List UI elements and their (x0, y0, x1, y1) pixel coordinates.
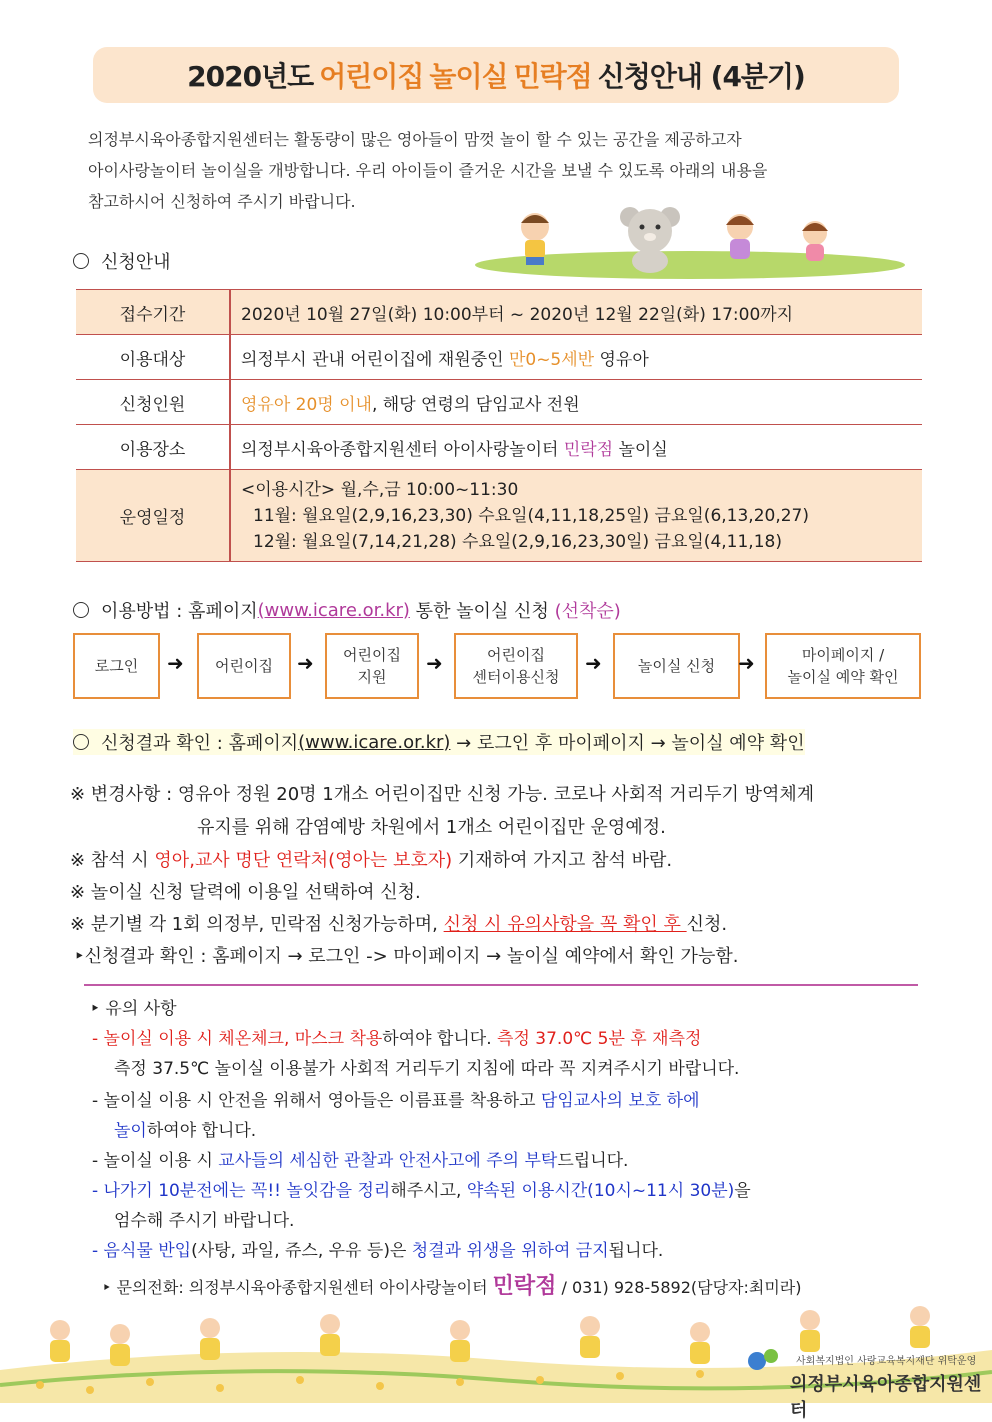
info-table (76, 289, 922, 562)
step-playroom-apply: 놀이실 신청 (613, 633, 740, 699)
notice-result: ‣신청결과 확인 : 홈페이지 → 로그인 -> 마이페이지 → 놀이실 예약에서 확인 가능함. (74, 946, 739, 967)
caution-4a: - 나가기 10분전에는 꼭!! 놀잇감을 정리해주시고, 약속된 이용시간(10시~11시 30분)을 (92, 1181, 751, 1201)
row-value-location: 의정부시육아종합지원센터 아이사랑놀이터 민락점 놀이실 (230, 425, 922, 470)
section-result-check: 신청결과 확인 : 홈페이지 (www.icare.or.kr) → 로그인 후 마이페이지 → 놀이실 예약 확인 (73, 729, 805, 755)
child-figure (580, 1316, 600, 1358)
schedule-december: 12월: 월요일(7,14,21,28) 수요일(2,9,16,23,30일) 금요일(4,11,18) (253, 531, 782, 552)
child-figure (200, 1318, 220, 1360)
title-prefix: 2020년도 (187, 60, 314, 93)
homepage-link[interactable]: (www.icare.or.kr) (257, 599, 410, 621)
caution-heading: ‣ 유의 사항 (90, 999, 177, 1019)
application-steps (73, 633, 923, 697)
caution-1a: - 놀이실 이용 시 체온체크, 마스크 착용하여야 합니다. 측정 37.0℃ 5분 후 재측정 (92, 1029, 702, 1049)
circle-bullet-icon (73, 602, 89, 618)
step-mypage-confirm: 마이페이지 / 놀이실 예약 확인 (765, 633, 921, 699)
row-label-schedule: 운영일정 (76, 470, 230, 562)
table-row (76, 425, 922, 470)
caution-2b: 놀이하여야 합니다. (114, 1121, 257, 1141)
child-figure (910, 1306, 930, 1348)
row-label-period: 접수기간 (76, 290, 230, 335)
title-highlight-3: 민락점 (513, 60, 592, 93)
intro-line-2: 아이사랑놀이터 놀이실을 개방합니다. 우리 아이들이 즐거운 시간을 보낼 수 있도록 아래의 내용을 (88, 161, 768, 180)
row-label-headcount: 신청인원 (76, 380, 230, 425)
circle-bullet-icon (73, 253, 89, 269)
table-row (76, 335, 922, 380)
notice-change-2: 유지를 위해 감염예방 차원에서 1개소 어린이집만 운영예정. (197, 817, 666, 838)
page-title (93, 47, 899, 103)
child-figure (50, 1320, 70, 1362)
section-apply-info-label: 신청안내 (101, 252, 171, 273)
child-figure (320, 1314, 340, 1356)
section-apply-info (73, 248, 171, 274)
contact-line: ‣ 문의전화: 의정부시육아종합지원센터 아이사랑놀이터 민락점 / 031) 928-5892(담당자:최미라) (102, 1274, 802, 1299)
step-login: 로그인 (73, 633, 160, 699)
notice-change-1: ※ 변경사항 : 영유아 정원 20명 1개소 어린이집만 신청 가능. 코로나 사회적 거리두기 방역체계 (70, 784, 815, 805)
step-center-use-apply: 어린이집 센터이용신청 (454, 633, 578, 699)
row-label-target: 이용대상 (76, 335, 230, 380)
notice-calendar: ※ 놀이실 신청 달력에 이용일 선택하여 신청. (70, 882, 421, 903)
caution-2a: - 놀이실 이용 시 안전을 위해서 영아들은 이름표를 착용하고 담임교사의 보호 하에 (92, 1091, 700, 1111)
divider (84, 984, 918, 986)
girl-figure-1 (726, 214, 754, 259)
circle-bullet-icon (73, 734, 89, 750)
title-highlight-1: 어린이집 (319, 60, 424, 93)
footer-operator: 사회복지법인 사랑교육복지재단 위탁운영 (796, 1356, 977, 1367)
child-figure (800, 1310, 820, 1352)
schedule-time: <이용시간> 월,수,금 10:00~11:30 (241, 479, 519, 500)
row-value-headcount: 영유아 20명 이내, 해당 연령의 담임교사 전원 (230, 380, 922, 425)
intro-line-1: 의정부시육아종합지원센터는 활동량이 많은 영아들이 맘껏 놀이 할 수 있는 공간을 제공하고자 (88, 130, 742, 149)
arrow-right-icon: ➜ (167, 651, 184, 675)
footer-center-name: 의정부시육아종합지원센터 (790, 1374, 982, 1421)
arrow-right-icon: ➜ (585, 651, 602, 675)
arrow-right-icon: ➜ (738, 651, 755, 675)
row-value-period: 2020년 10월 27일(화) 10:00부터 ~ 2020년 12월 22일(화) 17:00까지 (230, 290, 922, 335)
schedule-november: 11월: 월요일(2,9,16,23,30) 수요일(4,11,18,25일) 금요일(6,13,20,27) (253, 505, 809, 526)
step-daycare: 어린이집 (197, 633, 291, 699)
child-figure (110, 1324, 130, 1366)
row-label-location: 이용장소 (76, 425, 230, 470)
arrow-right-icon: ➜ (297, 651, 314, 675)
homepage-link[interactable]: (www.icare.or.kr) (298, 731, 451, 753)
row-value-schedule (230, 470, 922, 562)
arrow-right-icon: ➜ (426, 651, 443, 675)
caution-4b: 엄수해 주시기 바랍니다. (114, 1211, 295, 1231)
table-row (76, 470, 922, 562)
intro-line-3: 참고하시어 신청하여 주시기 바랍니다. (88, 192, 356, 211)
caution-1b: 측정 37.5℃ 놀이실 이용불가 사회적 거리두기 지침에 따라 꼭 지켜주시기 바랍니다. (114, 1059, 740, 1079)
step-daycare-support: 어린이집 지원 (325, 633, 419, 699)
caution-5: - 음식물 반입(사탕, 과일, 쥬스, 우유 등)은 청결과 위생을 위하여 금지됩니다. (92, 1241, 664, 1261)
caution-3: - 놀이실 이용 시 교사들의 세심한 관찰과 안전사고에 주의 부탁드립니다. (92, 1151, 629, 1171)
title-suffix: 신청안내 (4분기) (597, 60, 805, 93)
table-row (76, 380, 922, 425)
child-figure (450, 1320, 470, 1362)
table-row (76, 290, 922, 335)
section-usage-method: 이용방법 : 홈페이지 (www.icare.or.kr) 통한 놀이실 신청 (선착순) (73, 597, 621, 623)
kids-bear-illustration (470, 195, 910, 280)
child-figure (690, 1322, 710, 1364)
row-value-target: 의정부시 관내 어린이집에 재원중인 만0~5세반 영유아 (230, 335, 922, 380)
notice-attend: ※ 참석 시 영아,교사 명단 연락처(영아는 보호자) 기재하여 가지고 참석 바람. (70, 850, 673, 871)
title-highlight-2: 놀이실 (429, 60, 508, 93)
notice-quarter: ※ 분기별 각 1회 의정부, 민락점 신청가능하며, 신청 시 유의사항을 꼭 확인 후 신청. (70, 914, 728, 935)
